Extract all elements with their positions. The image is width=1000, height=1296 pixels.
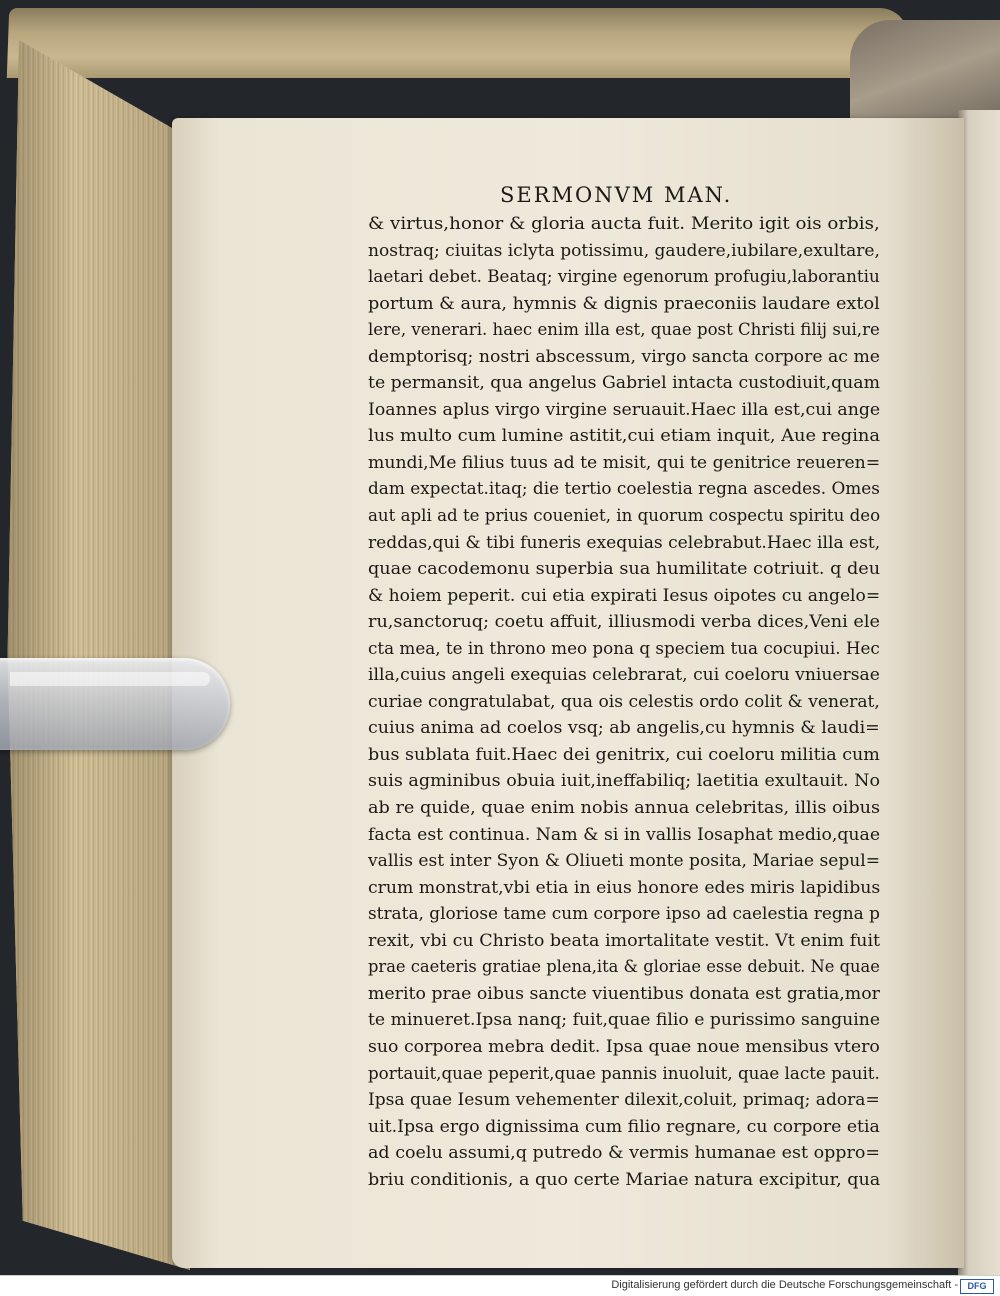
text-line: & virtus,honor & gloria aucta fuit. Merito igit ois orbis,: [368, 214, 880, 234]
text-line: demptorisq; nostri abscessum, virgo sancta corpore ac me: [368, 346, 881, 367]
text-line: nostraq; ciuitas iclyta potissimu, gaudere,iubilare,exultare,: [368, 240, 880, 261]
funding-credit: Digitalisierung gefördert durch die Deutsche Forschungsgemeinschaft -: [611, 1279, 958, 1291]
text-line: ad coelu assumi,q putredo & vermis humanae est oppro=: [368, 1143, 881, 1164]
text-line: Ipsa quae Iesum vehementer dilexit,coluit, primaq; adora=: [368, 1090, 880, 1111]
running-header: SERMONVM MAN.: [500, 183, 733, 207]
facing-page: [958, 110, 1000, 1275]
text-line: illa,cuius angeli exequias celebrarat, cui coeloru vniuersae: [368, 665, 880, 686]
glass-highlight: [10, 672, 210, 686]
text-line: suis agminibus obuia iuit,ineffabiliq; laetitia exultauit. No: [368, 771, 880, 792]
text-line: vallis est inter Syon & Oliueti monte posita, Mariae sepul=: [368, 851, 881, 872]
text-line: te minueret.Ipsa nanq; fuit,quae filio e purissimo sanguine: [368, 1010, 881, 1031]
text-line: te permansit, qua angelus Gabriel intacta custodiuit,quam: [368, 373, 880, 394]
text-line: strata, gloriose tame cum corpore ipso ad caelestia regna p: [368, 904, 880, 925]
text-line: ab re quide, quae enim nobis annua celebritas, illis oibus: [368, 798, 881, 819]
text-line: mundi,Me filius tuus ad te misit, qui te genitrice reueren=: [368, 452, 881, 473]
text-line: cuius anima ad coelos vsq; ab angelis,cu hymnis & laudi=: [368, 718, 880, 739]
text-line: prae caeteris gratiae plena,ita & gloriae esse debuit. Ne quae: [368, 957, 880, 978]
page-text: [368, 211, 888, 1193]
text-line: crum monstrat,vbi etia in eius honore edes miris lapidibus: [368, 877, 881, 898]
text-line: rexit, vbi cu Christo beata imortalitate vestit. Vt enim fuit: [368, 930, 881, 951]
text-line: aut apli ad te prius coueniet, in quorum cospectu spiritu deo: [368, 506, 881, 527]
text-line: laetari debet. Beataq; virgine egenorum profugiu,laborantiu: [368, 267, 880, 288]
text-line: suo corporea mebra dedit. Ipsa quae noue mensibus vtero: [368, 1036, 880, 1057]
text-line: ru,sanctoruq; coetu affuit, illiusmodi verba dices,Veni ele: [368, 612, 880, 633]
dfg-logo: DFG: [960, 1279, 994, 1294]
text-line: uit.Ipsa ergo dignissima cum filio regnare, cu corpore etia: [368, 1116, 880, 1137]
text-line: dam expectat.itaq; die tertio coelestia regna ascedes. Omes: [368, 479, 880, 500]
text-line: lere, venerari. haec enim illa est, quae post Christi filij sui,re: [368, 320, 880, 341]
book-top-edge: [7, 8, 909, 78]
text-line: quae cacodemonu superbia sua humilitate cotriuit. q deu: [368, 559, 881, 580]
text-line: lus multo cum lumine astitit,cui etiam inquit, Aue regina: [368, 426, 881, 447]
digitization-footer: [0, 1275, 1000, 1296]
text-line: Ioannes aplus virgo virgine seruauit.Haec illa est,cui ange: [368, 399, 881, 420]
text-line: cta mea, te in throno meo pona q speciem tua cocupiui. Hec: [368, 638, 880, 659]
page-stack-shadow: [0, 40, 190, 1270]
text-line: curiae congratulabat, qua ois celestis ordo colit & venerat,: [368, 691, 880, 712]
text-line: facta est continua. Nam & si in vallis Iosaphat medio,quae: [368, 824, 881, 845]
text-line: reddas,qui & tibi funeris exequias celebrabut.Haec illa est,: [368, 532, 881, 553]
text-line: & hoiem peperit. cui etia expirati Iesus oipotes cu angelo=: [368, 585, 881, 606]
text-line: briu conditionis, a quo certe Mariae natura excipitur, qua: [368, 1169, 881, 1190]
text-line: merito prae oibus sancte viuentibus donata est gratia,mor: [368, 983, 880, 1004]
text-line: portauit,quae peperit,quae pannis inuoluit, quae lacte pauit.: [368, 1063, 880, 1084]
text-line: bus sublata fuit.Haec dei genitrix, cui coeloru militia cum: [368, 744, 880, 765]
text-line: portum & aura, hymnis & dignis praeconiis laudare extol: [368, 293, 880, 314]
